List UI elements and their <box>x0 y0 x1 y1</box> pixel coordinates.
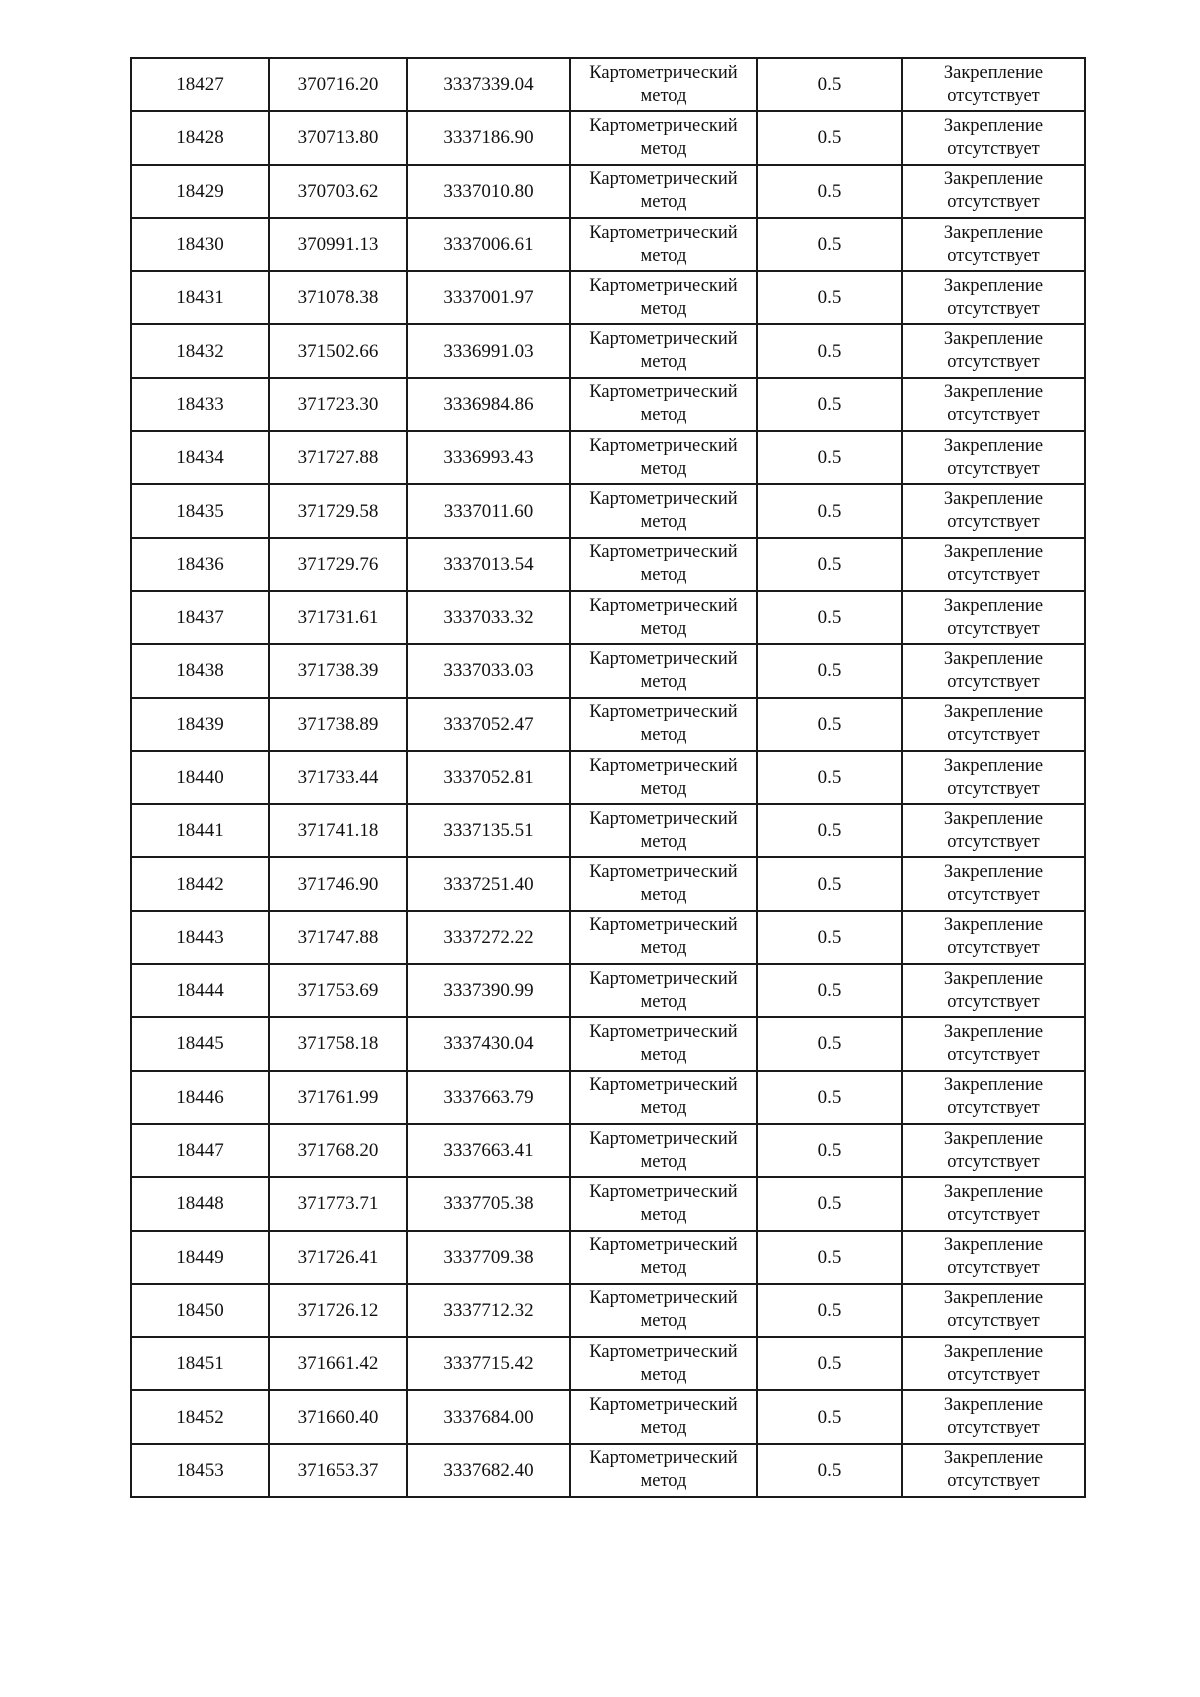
fixation-cell <box>902 751 1085 804</box>
method-line-2: метод <box>640 885 687 906</box>
table-row <box>131 1177 1085 1230</box>
y-coordinate-cell: 3337709.38 <box>407 1231 570 1284</box>
fixation-cell <box>902 1444 1085 1497</box>
fixation-line-2: отсутствует <box>947 1098 1040 1119</box>
point-number-cell: 18452 <box>131 1390 269 1443</box>
method-line-1: Картометрический <box>589 542 738 563</box>
method-cell <box>570 1071 757 1124</box>
table-row <box>131 1124 1085 1177</box>
method-line-2: метод <box>640 352 687 373</box>
table-row <box>131 698 1085 751</box>
method-line-1: Картометрический <box>589 382 738 403</box>
fixation-line-2: отсутствует <box>947 512 1040 533</box>
x-coordinate-cell: 371747.88 <box>269 911 407 964</box>
fixation-line-1: Закрепление <box>943 755 1044 776</box>
point-number-cell: 18439 <box>131 698 269 751</box>
fixation-cell <box>902 644 1085 697</box>
fixation-line-1: Закрепление <box>943 1341 1044 1362</box>
x-coordinate-cell: 371738.89 <box>269 698 407 751</box>
fixation-line-2: отсутствует <box>947 1364 1040 1385</box>
table-row <box>131 1231 1085 1284</box>
method-cell <box>570 431 757 484</box>
method-cell <box>570 857 757 910</box>
method-line-2: метод <box>640 1364 687 1385</box>
fixation-line-1: Закрепление <box>943 702 1044 723</box>
fixation-line-1: Закрепление <box>943 915 1044 936</box>
table-row <box>131 644 1085 697</box>
fixation-cell <box>902 1231 1085 1284</box>
point-number-cell: 18443 <box>131 911 269 964</box>
x-coordinate-cell: 371653.37 <box>269 1444 407 1497</box>
x-coordinate-cell: 371768.20 <box>269 1124 407 1177</box>
fixation-line-1: Закрепление <box>943 1075 1044 1096</box>
method-cell <box>570 111 757 164</box>
fixation-line-2: отсутствует <box>947 352 1040 373</box>
accuracy-cell: 0.5 <box>757 1390 902 1443</box>
method-cell <box>570 58 757 111</box>
accuracy-cell: 0.5 <box>757 964 902 1017</box>
fixation-line-2: отсутствует <box>947 938 1040 959</box>
method-line-2: метод <box>640 1098 687 1119</box>
accuracy-cell: 0.5 <box>757 324 902 377</box>
x-coordinate-cell: 371738.39 <box>269 644 407 697</box>
method-cell <box>570 698 757 751</box>
fixation-line-1: Закрепление <box>943 275 1044 296</box>
fixation-line-2: отсутствует <box>947 1204 1040 1225</box>
method-line-2: метод <box>640 1418 687 1439</box>
y-coordinate-cell: 3336984.86 <box>407 378 570 431</box>
fixation-cell <box>902 911 1085 964</box>
point-number-cell: 18429 <box>131 165 269 218</box>
table-row <box>131 1071 1085 1124</box>
method-cell <box>570 218 757 271</box>
method-cell <box>570 1017 757 1070</box>
fixation-line-1: Закрепление <box>943 329 1044 350</box>
method-line-1: Картометрический <box>589 1021 738 1042</box>
fixation-cell <box>902 324 1085 377</box>
x-coordinate-cell: 371726.12 <box>269 1284 407 1337</box>
fixation-line-1: Закрепление <box>943 862 1044 883</box>
accuracy-cell: 0.5 <box>757 165 902 218</box>
x-coordinate-cell: 371729.58 <box>269 484 407 537</box>
x-coordinate-cell: 371741.18 <box>269 804 407 857</box>
method-line-1: Картометрический <box>589 1341 738 1362</box>
table-row <box>131 271 1085 324</box>
fixation-cell <box>902 484 1085 537</box>
point-number-cell: 18447 <box>131 1124 269 1177</box>
fixation-line-1: Закрепление <box>943 115 1044 136</box>
x-coordinate-cell: 371758.18 <box>269 1017 407 1070</box>
table-row <box>131 484 1085 537</box>
fixation-line-2: отсутствует <box>947 1151 1040 1172</box>
accuracy-cell: 0.5 <box>757 698 902 751</box>
fixation-cell <box>902 1071 1085 1124</box>
fixation-line-2: отсутствует <box>947 831 1040 852</box>
point-number-cell: 18438 <box>131 644 269 697</box>
method-line-2: метод <box>640 618 687 639</box>
table-row <box>131 111 1085 164</box>
fixation-cell <box>902 538 1085 591</box>
method-line-2: метод <box>640 458 687 479</box>
fixation-cell <box>902 431 1085 484</box>
method-line-1: Картометрический <box>589 1128 738 1149</box>
point-number-cell: 18433 <box>131 378 269 431</box>
method-cell <box>570 271 757 324</box>
table-row <box>131 1390 1085 1443</box>
point-number-cell: 18435 <box>131 484 269 537</box>
fixation-cell <box>902 58 1085 111</box>
method-line-1: Картометрический <box>589 1395 738 1416</box>
x-coordinate-cell: 371761.99 <box>269 1071 407 1124</box>
fixation-line-2: отсутствует <box>947 85 1040 106</box>
point-number-cell: 18453 <box>131 1444 269 1497</box>
fixation-line-1: Закрепление <box>943 648 1044 669</box>
method-line-1: Картометрический <box>589 489 738 510</box>
fixation-cell <box>902 964 1085 1017</box>
method-line-1: Картометрический <box>589 1181 738 1202</box>
accuracy-cell: 0.5 <box>757 644 902 697</box>
fixation-line-2: отсутствует <box>947 405 1040 426</box>
method-line-1: Картометрический <box>589 275 738 296</box>
y-coordinate-cell: 3337135.51 <box>407 804 570 857</box>
method-line-1: Картометрический <box>589 329 738 350</box>
fixation-cell <box>902 165 1085 218</box>
table-row <box>131 324 1085 377</box>
y-coordinate-cell: 3337011.60 <box>407 484 570 537</box>
fixation-line-2: отсутствует <box>947 1044 1040 1065</box>
fixation-line-1: Закрепление <box>943 1128 1044 1149</box>
fixation-line-2: отсутствует <box>947 1471 1040 1492</box>
accuracy-cell: 0.5 <box>757 751 902 804</box>
method-cell <box>570 378 757 431</box>
fixation-line-2: отсутствует <box>947 192 1040 213</box>
y-coordinate-cell: 3337430.04 <box>407 1017 570 1070</box>
fixation-line-1: Закрепление <box>943 1395 1044 1416</box>
x-coordinate-cell: 371733.44 <box>269 751 407 804</box>
method-line-2: метод <box>640 245 687 266</box>
method-line-1: Картометрический <box>589 1288 738 1309</box>
y-coordinate-cell: 3337663.41 <box>407 1124 570 1177</box>
table-row <box>131 857 1085 910</box>
method-line-2: метод <box>640 298 687 319</box>
method-line-1: Картометрический <box>589 915 738 936</box>
method-line-2: метод <box>640 512 687 533</box>
table-row <box>131 911 1085 964</box>
point-number-cell: 18448 <box>131 1177 269 1230</box>
y-coordinate-cell: 3337339.04 <box>407 58 570 111</box>
method-line-2: метод <box>640 138 687 159</box>
point-number-cell: 18441 <box>131 804 269 857</box>
table-row <box>131 538 1085 591</box>
y-coordinate-cell: 3337705.38 <box>407 1177 570 1230</box>
accuracy-cell: 0.5 <box>757 538 902 591</box>
x-coordinate-cell: 371746.90 <box>269 857 407 910</box>
fixation-line-2: отсутствует <box>947 991 1040 1012</box>
method-cell <box>570 804 757 857</box>
y-coordinate-cell: 3337052.81 <box>407 751 570 804</box>
y-coordinate-cell: 3337272.22 <box>407 911 570 964</box>
point-number-cell: 18444 <box>131 964 269 1017</box>
fixation-line-1: Закрепление <box>943 62 1044 83</box>
method-cell <box>570 1124 757 1177</box>
y-coordinate-cell: 3336993.43 <box>407 431 570 484</box>
y-coordinate-cell: 3337033.32 <box>407 591 570 644</box>
fixation-cell <box>902 1177 1085 1230</box>
table-row <box>131 964 1085 1017</box>
fixation-cell <box>902 111 1085 164</box>
method-line-2: метод <box>640 192 687 213</box>
method-line-2: метод <box>640 85 687 106</box>
method-line-2: метод <box>640 1044 687 1065</box>
x-coordinate-cell: 371727.88 <box>269 431 407 484</box>
point-number-cell: 18434 <box>131 431 269 484</box>
fixation-line-2: отсутствует <box>947 885 1040 906</box>
point-number-cell: 18451 <box>131 1337 269 1390</box>
point-number-cell: 18442 <box>131 857 269 910</box>
fixation-cell <box>902 1390 1085 1443</box>
method-line-1: Картометрический <box>589 968 738 989</box>
table-row <box>131 165 1085 218</box>
method-line-1: Картометрический <box>589 595 738 616</box>
fixation-cell <box>902 1124 1085 1177</box>
point-number-cell: 18437 <box>131 591 269 644</box>
x-coordinate-cell: 371078.38 <box>269 271 407 324</box>
y-coordinate-cell: 3337390.99 <box>407 964 570 1017</box>
table-row <box>131 751 1085 804</box>
accuracy-cell: 0.5 <box>757 1124 902 1177</box>
accuracy-cell: 0.5 <box>757 484 902 537</box>
y-coordinate-cell: 3337006.61 <box>407 218 570 271</box>
accuracy-cell: 0.5 <box>757 591 902 644</box>
x-coordinate-cell: 371660.40 <box>269 1390 407 1443</box>
method-line-2: метод <box>640 405 687 426</box>
point-number-cell: 18427 <box>131 58 269 111</box>
y-coordinate-cell: 3337251.40 <box>407 857 570 910</box>
accuracy-cell: 0.5 <box>757 1071 902 1124</box>
x-coordinate-cell: 371661.42 <box>269 1337 407 1390</box>
method-line-2: метод <box>640 938 687 959</box>
accuracy-cell: 0.5 <box>757 1177 902 1230</box>
method-line-1: Картометрический <box>589 1075 738 1096</box>
point-number-cell: 18445 <box>131 1017 269 1070</box>
point-number-cell: 18432 <box>131 324 269 377</box>
y-coordinate-cell: 3337013.54 <box>407 538 570 591</box>
fixation-line-2: отсутствует <box>947 778 1040 799</box>
accuracy-cell: 0.5 <box>757 58 902 111</box>
table-row <box>131 591 1085 644</box>
y-coordinate-cell: 3337663.79 <box>407 1071 570 1124</box>
table-row <box>131 1444 1085 1497</box>
y-coordinate-cell: 3337052.47 <box>407 698 570 751</box>
y-coordinate-cell: 3337682.40 <box>407 1444 570 1497</box>
method-cell <box>570 644 757 697</box>
method-cell <box>570 1231 757 1284</box>
fixation-cell <box>902 1337 1085 1390</box>
accuracy-cell: 0.5 <box>757 378 902 431</box>
table-row <box>131 218 1085 271</box>
point-number-cell: 18428 <box>131 111 269 164</box>
method-line-1: Картометрический <box>589 1448 738 1469</box>
fixation-line-2: отсутствует <box>947 245 1040 266</box>
fixation-cell <box>902 1284 1085 1337</box>
fixation-line-1: Закрепление <box>943 1448 1044 1469</box>
accuracy-cell: 0.5 <box>757 857 902 910</box>
method-cell <box>570 1177 757 1230</box>
fixation-line-1: Закрепление <box>943 489 1044 510</box>
fixation-cell <box>902 591 1085 644</box>
method-cell <box>570 911 757 964</box>
y-coordinate-cell: 3337001.97 <box>407 271 570 324</box>
y-coordinate-cell: 3337186.90 <box>407 111 570 164</box>
fixation-cell <box>902 804 1085 857</box>
table-row <box>131 431 1085 484</box>
table-row <box>131 804 1085 857</box>
method-cell <box>570 591 757 644</box>
accuracy-cell: 0.5 <box>757 431 902 484</box>
fixation-cell <box>902 378 1085 431</box>
x-coordinate-cell: 371753.69 <box>269 964 407 1017</box>
y-coordinate-cell: 3337715.42 <box>407 1337 570 1390</box>
x-coordinate-cell: 371502.66 <box>269 324 407 377</box>
method-line-1: Картометрический <box>589 1235 738 1256</box>
table-row <box>131 378 1085 431</box>
method-line-1: Картометрический <box>589 62 738 83</box>
accuracy-cell: 0.5 <box>757 804 902 857</box>
y-coordinate-cell: 3336991.03 <box>407 324 570 377</box>
point-number-cell: 18430 <box>131 218 269 271</box>
point-number-cell: 18440 <box>131 751 269 804</box>
fixation-line-2: отсутствует <box>947 458 1040 479</box>
method-cell <box>570 1284 757 1337</box>
fixation-cell <box>902 271 1085 324</box>
method-cell <box>570 484 757 537</box>
accuracy-cell: 0.5 <box>757 1444 902 1497</box>
x-coordinate-cell: 371731.61 <box>269 591 407 644</box>
accuracy-cell: 0.5 <box>757 911 902 964</box>
fixation-line-2: отсутствует <box>947 671 1040 692</box>
table-row <box>131 1337 1085 1390</box>
x-coordinate-cell: 370713.80 <box>269 111 407 164</box>
x-coordinate-cell: 371773.71 <box>269 1177 407 1230</box>
table-row <box>131 1284 1085 1337</box>
accuracy-cell: 0.5 <box>757 1231 902 1284</box>
fixation-line-2: отсутствует <box>947 1311 1040 1332</box>
fixation-cell <box>902 218 1085 271</box>
method-line-1: Картометрический <box>589 169 738 190</box>
fixation-line-1: Закрепление <box>943 435 1044 456</box>
method-line-2: метод <box>640 778 687 799</box>
method-line-1: Картометрический <box>589 862 738 883</box>
fixation-line-1: Закрепление <box>943 1288 1044 1309</box>
fixation-line-1: Закрепление <box>943 968 1044 989</box>
fixation-cell <box>902 1017 1085 1070</box>
fixation-line-1: Закрепление <box>943 808 1044 829</box>
method-line-2: метод <box>640 725 687 746</box>
method-line-2: метод <box>640 991 687 1012</box>
fixation-line-1: Закрепление <box>943 542 1044 563</box>
method-line-1: Картометрический <box>589 808 738 829</box>
method-line-2: метод <box>640 831 687 852</box>
point-number-cell: 18446 <box>131 1071 269 1124</box>
fixation-line-2: отсутствует <box>947 1418 1040 1439</box>
y-coordinate-cell: 3337033.03 <box>407 644 570 697</box>
method-cell <box>570 964 757 1017</box>
method-line-1: Картометрический <box>589 115 738 136</box>
x-coordinate-cell: 370703.62 <box>269 165 407 218</box>
y-coordinate-cell: 3337010.80 <box>407 165 570 218</box>
accuracy-cell: 0.5 <box>757 1017 902 1070</box>
method-line-1: Картометрический <box>589 435 738 456</box>
fixation-line-1: Закрепление <box>943 1181 1044 1202</box>
method-line-2: метод <box>640 1204 687 1225</box>
x-coordinate-cell: 371723.30 <box>269 378 407 431</box>
fixation-line-1: Закрепление <box>943 222 1044 243</box>
fixation-cell <box>902 698 1085 751</box>
fixation-line-1: Закрепление <box>943 382 1044 403</box>
method-line-2: метод <box>640 671 687 692</box>
fixation-line-2: отсутствует <box>947 298 1040 319</box>
table-row <box>131 1017 1085 1070</box>
coordinates-table <box>130 57 1086 1498</box>
method-cell <box>570 1444 757 1497</box>
point-number-cell: 18431 <box>131 271 269 324</box>
method-line-1: Картометрический <box>589 755 738 776</box>
method-cell <box>570 1390 757 1443</box>
point-number-cell: 18449 <box>131 1231 269 1284</box>
method-cell <box>570 751 757 804</box>
y-coordinate-cell: 3337684.00 <box>407 1390 570 1443</box>
method-line-2: метод <box>640 1258 687 1279</box>
x-coordinate-cell: 370991.13 <box>269 218 407 271</box>
fixation-line-2: отсутствует <box>947 565 1040 586</box>
method-cell <box>570 165 757 218</box>
method-cell <box>570 538 757 591</box>
method-cell <box>570 1337 757 1390</box>
fixation-line-2: отсутствует <box>947 725 1040 746</box>
accuracy-cell: 0.5 <box>757 271 902 324</box>
method-line-1: Картометрический <box>589 648 738 669</box>
fixation-line-2: отсутствует <box>947 138 1040 159</box>
method-line-2: метод <box>640 1311 687 1332</box>
method-line-1: Картометрический <box>589 222 738 243</box>
accuracy-cell: 0.5 <box>757 1284 902 1337</box>
accuracy-cell: 0.5 <box>757 218 902 271</box>
fixation-line-1: Закрепление <box>943 595 1044 616</box>
fixation-line-1: Закрепление <box>943 1235 1044 1256</box>
fixation-line-1: Закрепление <box>943 1021 1044 1042</box>
fixation-line-2: отсутствует <box>947 618 1040 639</box>
fixation-line-2: отсутствует <box>947 1258 1040 1279</box>
point-number-cell: 18436 <box>131 538 269 591</box>
method-line-1: Картометрический <box>589 702 738 723</box>
x-coordinate-cell: 371729.76 <box>269 538 407 591</box>
x-coordinate-cell: 370716.20 <box>269 58 407 111</box>
table-row <box>131 58 1085 111</box>
y-coordinate-cell: 3337712.32 <box>407 1284 570 1337</box>
x-coordinate-cell: 371726.41 <box>269 1231 407 1284</box>
accuracy-cell: 0.5 <box>757 111 902 164</box>
fixation-cell <box>902 857 1085 910</box>
method-line-2: метод <box>640 565 687 586</box>
point-number-cell: 18450 <box>131 1284 269 1337</box>
method-line-2: метод <box>640 1151 687 1172</box>
accuracy-cell: 0.5 <box>757 1337 902 1390</box>
method-cell <box>570 324 757 377</box>
fixation-line-1: Закрепление <box>943 169 1044 190</box>
table-body <box>131 58 1085 1497</box>
method-line-2: метод <box>640 1471 687 1492</box>
